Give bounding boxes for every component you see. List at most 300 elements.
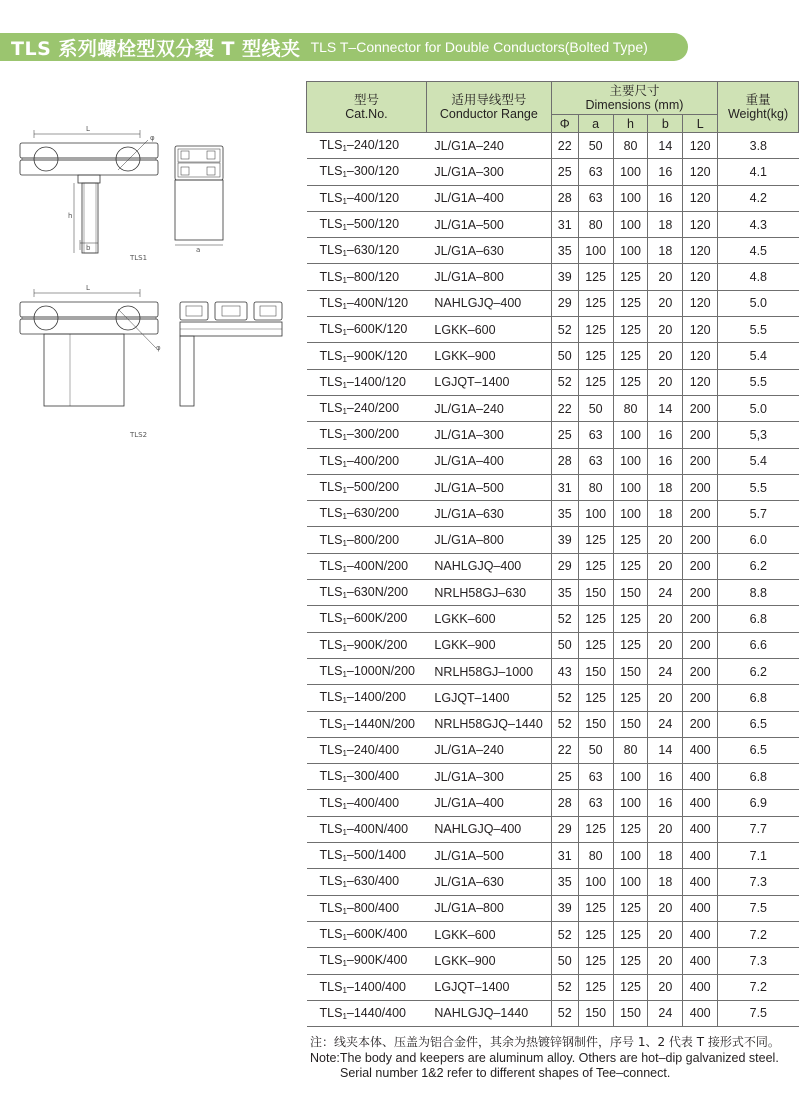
phi-cell: 50 [551,343,578,369]
technical-drawings [0,100,300,460]
cat-cell [307,816,427,842]
cat-cell [307,974,427,1000]
b-cell: 20 [648,895,683,921]
cat-prefix: TLS [319,585,343,600]
h-cell: 100 [613,159,648,185]
table-row [307,658,799,684]
weight-cell: 7.3 [718,948,799,974]
l-cell: 200 [683,553,718,579]
b-cell: 20 [648,264,683,290]
b-cell: 20 [648,553,683,579]
cat-cell [307,711,427,737]
weight-cell: 3.8 [718,133,799,159]
b-cell: 20 [648,632,683,658]
cat-suffix: –630N/200 [346,585,409,600]
cat-cell [307,395,427,421]
b-cell: 16 [648,448,683,474]
cat-suffix: –900K/400 [346,953,408,968]
h-cell: 125 [613,527,648,553]
h-cell: 125 [613,290,648,316]
col-header-conductor [426,82,551,133]
weight-cell: 4.5 [718,238,799,264]
a-cell: 125 [578,606,613,632]
h-cell: 125 [613,895,648,921]
phi-cell: 22 [551,133,578,159]
a-cell: 63 [578,422,613,448]
weight-cell: 7.3 [718,869,799,895]
cat-subscript: 1 [342,459,347,469]
conductor-cell: LGKK–900 [426,948,551,974]
cat-cell [307,658,427,684]
cat-subscript: 1 [342,722,347,732]
cat-suffix: –1440N/200 [346,716,416,731]
conductor-cell: NRLH58GJQ–1440 [426,711,551,737]
cat-cell [307,501,427,527]
cat-prefix: TLS [319,979,343,994]
weight-cell: 6.0 [718,527,799,553]
cat-prefix: TLS [319,190,343,205]
dim-label-l2: L [86,284,90,292]
l-cell: 400 [683,974,718,1000]
b-cell: 18 [648,238,683,264]
weight-cell: 4.3 [718,211,799,237]
dim-label-a: a [196,246,201,254]
conductor-cell: JL/G1A–300 [426,159,551,185]
conductor-cell: NRLH58GJ–1000 [426,658,551,684]
conductor-cell: NAHLGJQ–400 [426,816,551,842]
l-cell: 200 [683,658,718,684]
cat-cell [307,1000,427,1026]
b-cell: 20 [648,948,683,974]
cat-prefix: TLS [319,690,343,705]
cat-subscript: 1 [342,380,347,390]
l-cell: 400 [683,921,718,947]
l-cell: 120 [683,211,718,237]
col-header-h: h [613,115,648,133]
cat-prefix: TLS [319,769,343,784]
cat-cell [307,685,427,711]
cat-subscript: 1 [342,223,347,233]
conductor-cell: JL/G1A–800 [426,895,551,921]
cat-suffix: –400/200 [346,453,400,468]
b-cell: 16 [648,422,683,448]
table-row [307,790,799,816]
conductor-cell: NAHLGJQ–400 [426,290,551,316]
table-row [307,474,799,500]
a-cell: 100 [578,238,613,264]
weight-cell: 7.5 [718,1000,799,1026]
a-cell: 150 [578,580,613,606]
cat-subscript: 1 [342,959,347,969]
cat-suffix: –600K/400 [346,927,408,942]
col-header-dimensions [551,82,717,115]
weight-cell: 5.5 [718,369,799,395]
phi-cell: 22 [551,737,578,763]
h-cell: 100 [613,501,648,527]
table-row [307,159,799,185]
cat-cell [307,264,427,290]
cat-subscript: 1 [342,1011,347,1021]
cat-subscript: 1 [342,880,347,890]
l-cell: 120 [683,238,718,264]
a-cell: 100 [578,501,613,527]
dim-label-l1: L [86,125,90,133]
a-cell: 125 [578,948,613,974]
a-cell: 63 [578,448,613,474]
cat-subscript: 1 [342,775,347,785]
weight-cell: 4.1 [718,159,799,185]
dim-label-phi2: φ [156,344,161,352]
cat-cell [307,448,427,474]
b-cell: 20 [648,606,683,632]
w-header-en: Weight(kg) [727,107,789,121]
conductor-cell: JL/G1A–400 [426,790,551,816]
l-cell: 200 [683,606,718,632]
phi-cell: 52 [551,711,578,737]
cat-prefix: TLS [319,558,343,573]
a-cell: 80 [578,211,613,237]
phi-cell: 29 [551,816,578,842]
weight-cell: 5.0 [718,290,799,316]
table-row [307,737,799,763]
cat-suffix: –600K/120 [346,322,408,337]
cat-subscript: 1 [342,827,347,837]
phi-cell: 52 [551,974,578,1000]
cat-prefix: TLS [319,295,343,310]
notes [310,1035,780,1082]
spec-table-body [307,133,799,1027]
cat-suffix: –400/120 [346,190,400,205]
weight-cell: 6.9 [718,790,799,816]
cat-prefix: TLS [319,348,343,363]
phi-cell: 22 [551,395,578,421]
cat-prefix: TLS [319,874,343,889]
cat-prefix: TLS [319,742,343,757]
table-row [307,317,799,343]
cat-subscript: 1 [342,696,347,706]
cat-prefix: TLS [319,269,343,284]
cat-subscript: 1 [342,538,347,548]
table-row [307,974,799,1000]
weight-cell: 6.8 [718,764,799,790]
h-cell: 125 [613,553,648,579]
conductor-cell: JL/G1A–300 [426,422,551,448]
cat-subscript: 1 [342,170,347,180]
cat-header-en: Cat.No. [345,107,388,121]
b-cell: 14 [648,395,683,421]
tls2-side-view [180,302,282,406]
phi-cell: 28 [551,448,578,474]
weight-cell: 4.8 [718,264,799,290]
cat-cell [307,606,427,632]
phi-cell: 50 [551,948,578,974]
a-cell: 150 [578,711,613,737]
a-cell: 125 [578,369,613,395]
cat-suffix: –240/400 [346,742,400,757]
l-cell: 120 [683,159,718,185]
cat-prefix: TLS [319,164,343,179]
b-cell: 24 [648,1000,683,1026]
phi-cell: 31 [551,211,578,237]
b-cell: 20 [648,816,683,842]
l-cell: 120 [683,317,718,343]
a-cell: 50 [578,737,613,763]
b-cell: 18 [648,843,683,869]
phi-cell: 35 [551,238,578,264]
cat-cell [307,921,427,947]
b-cell: 20 [648,921,683,947]
cat-prefix: TLS [319,374,343,389]
a-cell: 125 [578,343,613,369]
h-cell: 125 [613,317,648,343]
cat-prefix: TLS [319,138,343,153]
cat-subscript: 1 [342,643,347,653]
cat-suffix: –800/200 [346,532,400,547]
phi-cell: 35 [551,869,578,895]
b-cell: 16 [648,790,683,816]
table-row [307,133,799,159]
table-row [307,948,799,974]
cat-prefix: TLS [319,637,343,652]
l-cell: 200 [683,527,718,553]
a-cell: 63 [578,185,613,211]
a-cell: 80 [578,843,613,869]
phi-cell: 52 [551,921,578,947]
cat-cell [307,843,427,869]
conductor-cell: JL/G1A–630 [426,501,551,527]
cat-suffix: –630/120 [346,243,400,258]
phi-cell: 52 [551,369,578,395]
phi-cell: 25 [551,764,578,790]
a-cell: 125 [578,685,613,711]
cat-cell [307,790,427,816]
conductor-cell: JL/G1A–400 [426,448,551,474]
h-cell: 150 [613,1000,648,1026]
col-header-phi: Φ [551,115,578,133]
phi-cell: 31 [551,843,578,869]
l-cell: 400 [683,790,718,816]
phi-cell: 35 [551,580,578,606]
cat-subscript: 1 [342,933,347,943]
cat-prefix: TLS [319,848,343,863]
cat-subscript: 1 [342,801,347,811]
a-cell: 50 [578,395,613,421]
cat-suffix: –400N/200 [346,558,409,573]
l-cell: 200 [683,711,718,737]
table-row [307,685,799,711]
cat-subscript: 1 [342,196,347,206]
table-row [307,869,799,895]
cat-prefix: TLS [319,664,343,679]
cat-suffix: –1400/400 [346,979,406,994]
cat-suffix: –1400/200 [346,690,406,705]
cat-subscript: 1 [342,906,347,916]
table-row [307,606,799,632]
page-title-cn: TLS 系列螺栓型双分裂 T 型线夹 [11,37,301,60]
cat-cell [307,527,427,553]
conductor-cell: NAHLGJQ–400 [426,553,551,579]
l-cell: 200 [683,448,718,474]
l-cell: 200 [683,632,718,658]
weight-cell: 6.5 [718,711,799,737]
b-cell: 20 [648,369,683,395]
table-row [307,843,799,869]
tls2-front-view [20,289,158,406]
b-cell: 16 [648,159,683,185]
h-cell: 125 [613,632,648,658]
phi-cell: 31 [551,474,578,500]
phi-cell: 50 [551,632,578,658]
h-cell: 100 [613,790,648,816]
phi-cell: 25 [551,422,578,448]
cat-cell [307,737,427,763]
phi-cell: 52 [551,606,578,632]
table-row [307,211,799,237]
table-row [307,501,799,527]
l-cell: 200 [683,474,718,500]
l-cell: 400 [683,737,718,763]
h-cell: 125 [613,264,648,290]
h-cell: 100 [613,869,648,895]
cat-cell [307,133,427,159]
b-cell: 18 [648,501,683,527]
tls1-front-view [20,130,158,253]
h-cell: 125 [613,974,648,1000]
cr-header-cn: 适用导线型号 [451,93,527,107]
h-cell: 150 [613,658,648,684]
dim-header-cn: 主要尺寸 [609,84,660,98]
conductor-cell: JL/G1A–630 [426,869,551,895]
cat-prefix: TLS [319,453,343,468]
cat-suffix: –800/120 [346,269,400,284]
cat-suffix: –500/1400 [346,848,406,863]
cat-subscript: 1 [342,301,347,311]
cat-suffix: –300/120 [346,164,400,179]
h-cell: 125 [613,921,648,947]
weight-cell: 5.4 [718,448,799,474]
conductor-cell: JL/G1A–630 [426,238,551,264]
cat-prefix: TLS [319,927,343,942]
cat-subscript: 1 [342,144,347,154]
l-cell: 400 [683,1000,718,1026]
col-header-l: L [683,115,718,133]
b-cell: 14 [648,737,683,763]
conductor-cell: JL/G1A–500 [426,843,551,869]
phi-cell: 39 [551,527,578,553]
b-cell: 24 [648,658,683,684]
weight-cell: 7.2 [718,974,799,1000]
l-cell: 120 [683,185,718,211]
cat-prefix: TLS [319,611,343,626]
cat-prefix: TLS [319,506,343,521]
h-cell: 80 [613,737,648,763]
cat-suffix: –900K/120 [346,348,408,363]
cat-suffix: –630/400 [346,874,400,889]
cat-suffix: –600K/200 [346,611,408,626]
weight-cell: 7.1 [718,843,799,869]
table-row [307,1000,799,1026]
cr-header-en: Conductor Range [439,107,538,121]
l-cell: 400 [683,764,718,790]
weight-cell: 6.2 [718,658,799,684]
cat-suffix: –400N/400 [346,821,409,836]
cat-subscript: 1 [342,328,347,338]
conductor-cell: JL/G1A–500 [426,211,551,237]
weight-cell: 6.6 [718,632,799,658]
b-cell: 24 [648,580,683,606]
b-cell: 16 [648,764,683,790]
a-cell: 125 [578,527,613,553]
weight-cell: 7.2 [718,921,799,947]
l-cell: 400 [683,816,718,842]
conductor-cell: JL/G1A–800 [426,264,551,290]
conductor-cell: JL/G1A–240 [426,395,551,421]
cat-prefix: TLS [319,716,343,731]
weight-cell: 6.2 [718,553,799,579]
table-row [307,580,799,606]
cat-cell [307,211,427,237]
l-cell: 400 [683,948,718,974]
a-cell: 150 [578,658,613,684]
cat-subscript: 1 [342,617,347,627]
conductor-cell: JL/G1A–240 [426,737,551,763]
table-row [307,711,799,737]
col-header-weight [718,82,799,133]
phi-cell: 28 [551,185,578,211]
cat-suffix: –800/400 [346,900,400,915]
note-en-1: Note:The body and keepers are aluminum alloy. Others are hot–dip galvanized steel. [310,1050,779,1065]
table-row [307,369,799,395]
cat-cell [307,474,427,500]
weight-cell: 4.2 [718,185,799,211]
cat-prefix: TLS [319,953,343,968]
conductor-cell: JL/G1A–300 [426,764,551,790]
cat-prefix: TLS [319,532,343,547]
a-cell: 125 [578,264,613,290]
cat-subscript: 1 [342,854,347,864]
cat-subscript: 1 [342,433,347,443]
cat-suffix: –1000N/200 [346,664,416,679]
l-cell: 200 [683,580,718,606]
a-cell: 50 [578,133,613,159]
cat-prefix: TLS [319,401,343,416]
col-header-a: a [578,115,613,133]
cat-cell [307,290,427,316]
b-cell: 24 [648,711,683,737]
cat-subscript: 1 [342,748,347,758]
weight-cell: 5.5 [718,474,799,500]
a-cell: 63 [578,159,613,185]
h-cell: 125 [613,606,648,632]
cat-suffix: –240/200 [346,401,400,416]
phi-cell: 29 [551,553,578,579]
h-cell: 100 [613,238,648,264]
cat-suffix: –630/200 [346,506,400,521]
conductor-cell: LGKK–900 [426,632,551,658]
w-header-cn: 重量 [745,93,771,107]
l-cell: 200 [683,501,718,527]
table-row [307,921,799,947]
table-row [307,895,799,921]
cat-cell [307,317,427,343]
phi-cell: 39 [551,264,578,290]
phi-cell: 52 [551,685,578,711]
table-row [307,816,799,842]
cat-prefix: TLS [319,900,343,915]
l-cell: 120 [683,264,718,290]
conductor-cell: LGKK–600 [426,606,551,632]
table-row [307,395,799,421]
